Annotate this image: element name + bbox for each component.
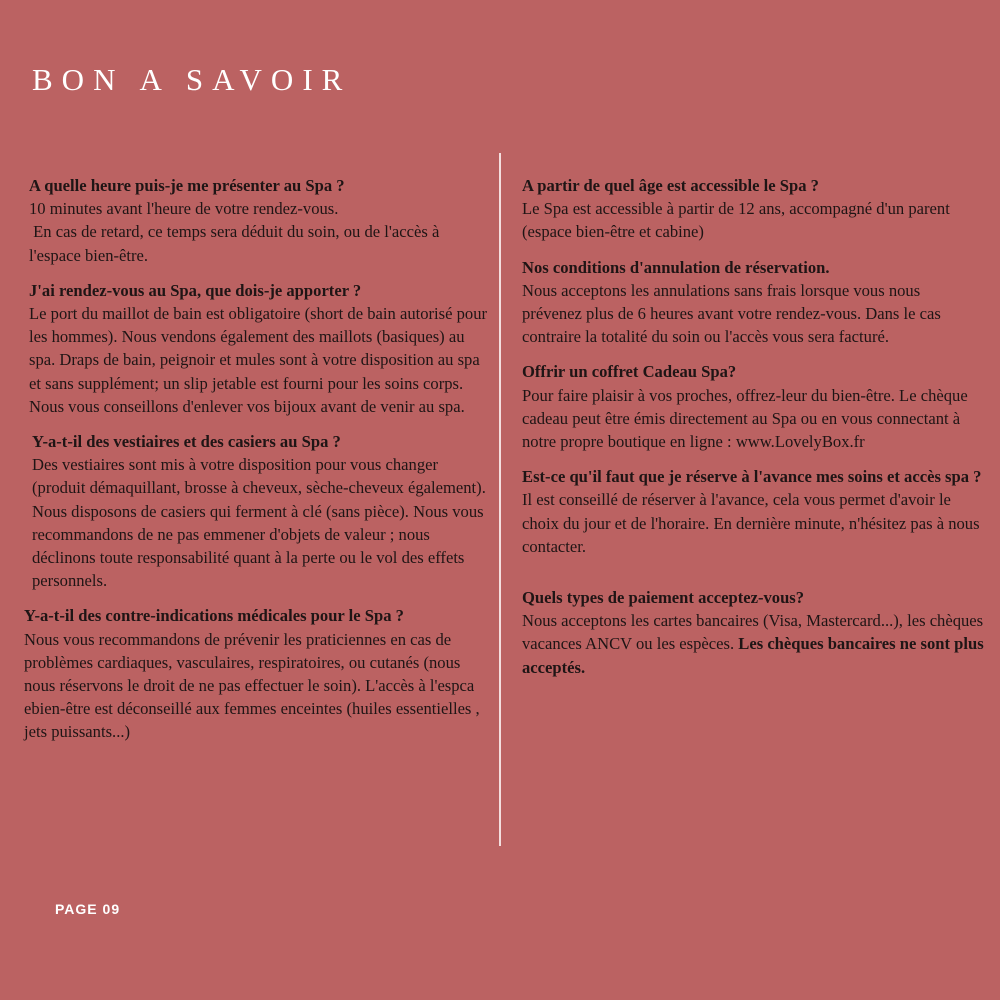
faq-question: Nos conditions d'annulation de réservation. [522,257,830,277]
faq-item-arrival-time [29,174,491,267]
faq-answer [522,279,984,349]
faq-answer-paragraph: Le Spa est accessible à partir de 12 ans, accompagné d'un parent (espace bien-être et cabine) [522,199,950,242]
faq-answer [522,609,988,679]
faq-item-gift-box [522,360,984,453]
faq-item-cancellation [522,256,984,349]
faq-item-payment-types [522,586,988,679]
faq-answer-paragraph: Des vestiaires sont mis à votre disposition pour vous changer (produit démaquillant, brosse à cheveux, sèche-cheveux également). Nous disposons de casiers qui ferment à clé (sans pièce). Nous vous recommandons de ne pas emmener d'objets de valeur ; nous déclinons toute responsabilité quant à la perte ou le vol des effets personnels. [32,455,486,591]
faq-question: Est-ce qu'il faut que je réserve à l'avance mes soins et accès spa ? [522,467,982,487]
faq-question: Offrir un coffret Cadeau Spa? [522,362,737,382]
page-title: BON A SAVOIR [32,62,352,97]
faq-item-minimum-age [522,174,984,244]
faq-answer-text: Nous acceptons les cartes bancaires (Visa, Mastercard...), les chèques vacances ANCV ou les espèces. [522,611,988,654]
faq-item-booking-in-advance [522,465,984,558]
faq-answer-paragraph: Le port du maillot de bain est obligatoire (short de bain autorisé pour les hommes). Nous vendons également des maillots (basiques) au spa. Draps de bain, peignoir et mules sont à votre disposition au spa et sans supplément; un slip jetable est fourni pour les soins corps. [29,304,488,393]
faq-left-column [24,174,491,756]
faq-answer-paragraph: Nous vous conseillons d'enlever vos bijoux avant de venir au spa. [29,396,465,416]
faq-answer [522,197,984,243]
faq-question: Y-a-t-il des contre-indications médicales pour le Spa ? [24,606,404,626]
faq-answer-emphasis: Les chèques bancaires ne sont plus acceptés. [522,634,984,677]
faq-question: A partir de quel âge est accessible le Spa ? [522,176,819,195]
faq-answer [32,453,491,592]
faq-answer-paragraph: Pour faire plaisir à vos proches, offrez-leur du bien-être. Le chèque cadeau peut être émis directement au Spa ou en vous connectant à notre propre boutique en ligne : www.LovelyBox.fr [522,385,968,452]
faq-item-medical-contraindications [24,604,491,743]
faq-question: J'ai rendez-vous au Spa, que dois-je apporter ? [29,280,362,300]
faq-answer-paragraph: Nous acceptons les annulations sans frais lorsque vous nous prévenez plus de 6 heures avant votre rendez-vous. Dans le cas contraire la totalité du soin ou l'accès vous sera facturé. [522,280,941,347]
column-divider [499,153,501,846]
faq-question: Y-a-t-il des vestiaires et des casiers au Spa ? [32,432,341,452]
faq-question: Quels types de paiement acceptez-vous? [522,588,805,608]
faq-answer-paragraph: Nous vous recommandons de prévenir les praticiennes en cas de problèmes cardiaques, vasculaires, respiratoires, ou cutanés (nous nous réservons le droit de ne pas effectuer le soin). L'accès à l'espca ebien-être est déconseillé aux femmes enceintes (huiles essentielles , jets puissants...) [24,629,480,742]
faq-item-what-to-bring [29,279,491,418]
faq-answer [29,302,491,418]
faq-answer-paragraph: 10 minutes avant l'heure de votre rendez-vous. [29,199,339,219]
faq-answer-paragraph: Il est conseillé de réserver à l'avance, cela vous permet d'avoir le choix du jour et de l'horaire. En dernière minute, n'hésitez pas à nous contacter. [522,490,980,556]
faq-answer [24,628,491,744]
faq-answer [522,488,984,558]
faq-answer [522,384,984,454]
faq-question: A quelle heure puis-je me présenter au Spa ? [29,176,345,195]
faq-answer-paragraph: En cas de retard, ce temps sera déduit du soin, ou de l'accès à l'espace bien-être. [29,222,444,265]
faq-answer-paragraph [522,609,988,679]
page-number: PAGE 09 [55,901,121,917]
faq-answer [29,197,491,267]
faq-item-lockers [29,430,491,592]
faq-right-column [522,174,988,691]
